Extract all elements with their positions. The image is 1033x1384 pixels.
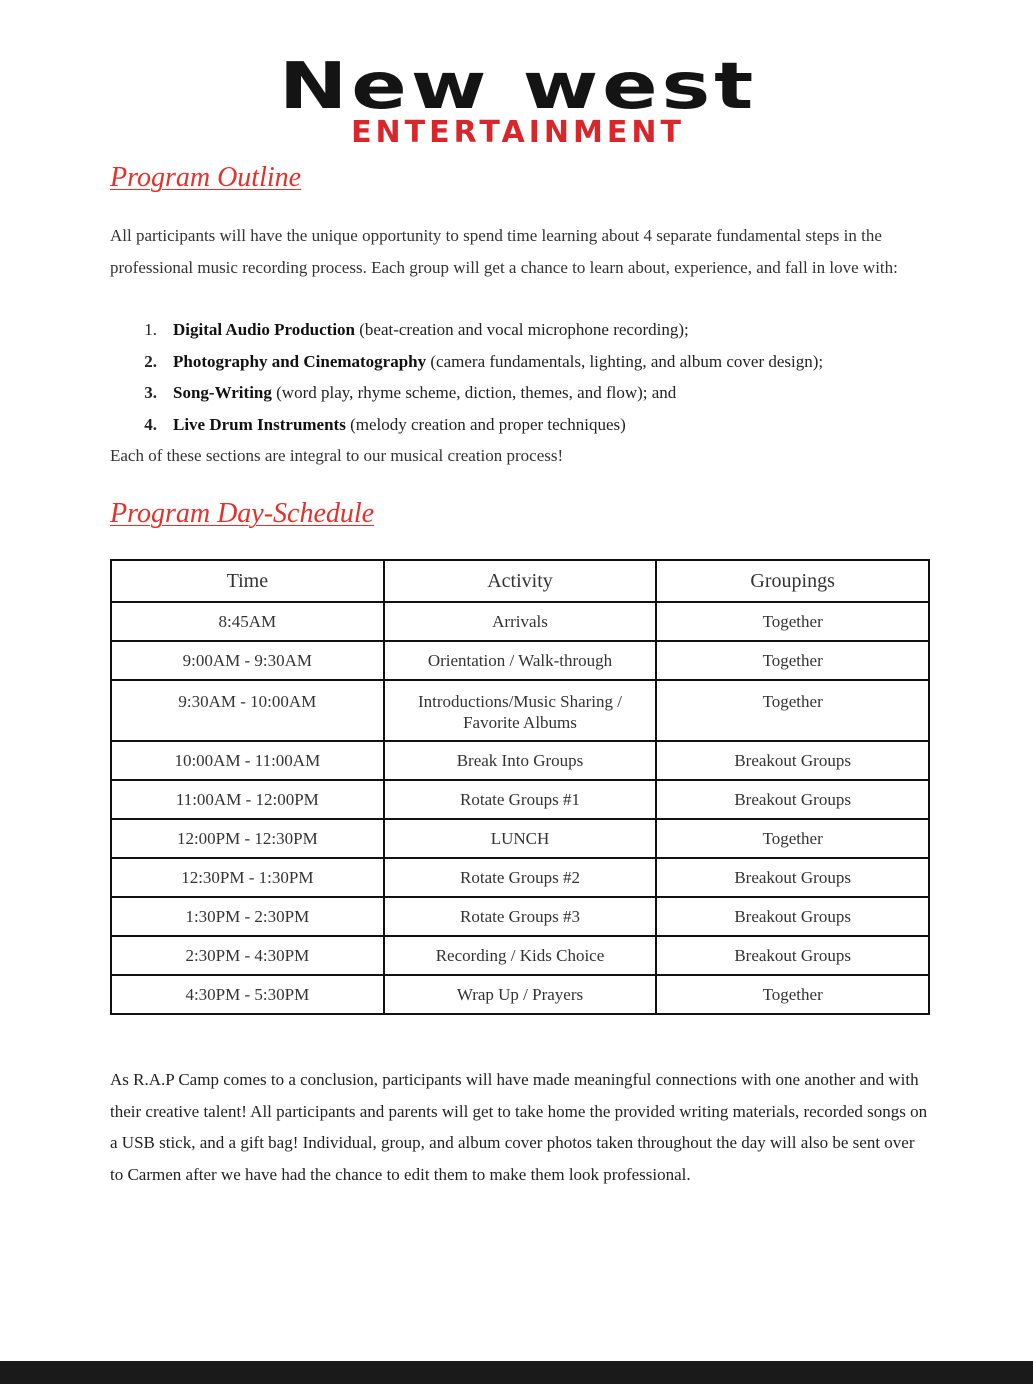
activity-cell: LUNCH <box>384 819 657 858</box>
table-row <box>111 602 929 641</box>
grouping-cell: Together <box>656 819 929 858</box>
list-number: 3. <box>144 383 157 402</box>
grouping-cell: Breakout Groups <box>656 858 929 897</box>
outline-list-item <box>110 314 823 346</box>
activity-cell: Orientation / Walk-through <box>384 641 657 680</box>
list-item-description: (camera fundamentals, lighting, and album cover design); <box>426 351 824 371</box>
time-cell: 10:00AM - 11:00AM <box>111 741 384 780</box>
column-header-activity: Activity <box>384 560 657 602</box>
column-header-time: Time <box>111 560 384 602</box>
time-cell: 9:30AM - 10:00AM <box>111 680 384 741</box>
program-outline-heading: Program Outline <box>110 162 302 193</box>
time-cell: 9:00AM - 9:30AM <box>111 641 384 680</box>
time-cell: 2:30PM - 4:30PM <box>111 936 384 975</box>
outline-closing-paragraph: Each of these sections are integral to our musical creation process! <box>110 446 564 465</box>
grouping-cell: Breakout Groups <box>656 741 929 780</box>
logo-subtitle: ENTERTAINMENT <box>351 115 685 150</box>
grouping-cell: Together <box>656 641 929 680</box>
activity-cell: Rotate Groups #3 <box>384 897 657 936</box>
footer-bar <box>0 1361 1033 1384</box>
activity-cell: Rotate Groups #2 <box>384 858 657 897</box>
time-cell: 11:00AM - 12:00PM <box>111 780 384 819</box>
list-item-title: Live Drum Instruments <box>173 414 346 434</box>
list-item-title: Photography and Cinematography <box>173 351 427 371</box>
program-day-schedule-heading: Program Day-Schedule <box>110 498 375 529</box>
table-row <box>111 741 929 780</box>
list-item-description: (beat-creation and vocal microphone recording); <box>355 320 689 339</box>
list-item-title: Digital Audio Production <box>173 320 355 339</box>
table-row <box>111 897 929 936</box>
activity-cell: Recording / Kids Choice <box>384 936 657 975</box>
activity-cell: Break Into Groups <box>384 741 657 780</box>
list-number: 1. <box>144 320 157 339</box>
conclusion-paragraph: As R.A.P Camp comes to a conclusion, participants will have made meaningful connections with one another and with their creative talent! All participants and parents will get to take home the provided writing materials, recorded songs on a USB stick, and a gift bag! Individual, group, and album cover photos taken throughout the day will also be sent over to Carmen after we have had the chance to edit them to make them look professional. <box>110 1070 928 1184</box>
activity-cell: Introductions/Music Sharing / Favorite Albums <box>384 680 657 741</box>
list-item-description: (melody creation and proper techniques) <box>345 414 626 434</box>
outline-intro-paragraph: All participants will have the unique opportunity to spend time learning about 4 separate fundamental steps in the professional music recording process. Each group will get a chance to learn about, experience, and fall in love with: <box>110 226 898 277</box>
grouping-cell: Together <box>656 680 929 741</box>
table-header-row <box>111 560 929 602</box>
grouping-cell: Breakout Groups <box>656 897 929 936</box>
time-cell: 12:00PM - 12:30PM <box>111 819 384 858</box>
outline-list-item <box>110 377 823 409</box>
table-row <box>111 641 929 680</box>
grouping-cell: Breakout Groups <box>656 780 929 819</box>
activity-cell: Rotate Groups #1 <box>384 780 657 819</box>
company-logo <box>243 50 793 150</box>
outline-list <box>110 314 823 440</box>
activity-cell: Wrap Up / Prayers <box>384 975 657 1014</box>
table-row <box>111 780 929 819</box>
table-row <box>111 819 929 858</box>
outline-list-item <box>110 409 823 441</box>
grouping-cell: Together <box>656 975 929 1014</box>
grouping-cell: Together <box>656 602 929 641</box>
outline-list-item <box>110 346 823 378</box>
time-cell: 8:45AM <box>111 602 384 641</box>
table-row <box>111 858 929 897</box>
grouping-cell: Breakout Groups <box>656 936 929 975</box>
list-number: 4. <box>144 414 157 434</box>
activity-cell: Arrivals <box>384 602 657 641</box>
logo-brand-name: New west <box>278 50 758 124</box>
schedule-table <box>110 559 930 1015</box>
column-header-groupings: Groupings <box>656 560 929 602</box>
time-cell: 12:30PM - 1:30PM <box>111 858 384 897</box>
time-cell: 1:30PM - 2:30PM <box>111 897 384 936</box>
list-item-title: Song-Writing <box>173 383 272 402</box>
time-cell: 4:30PM - 5:30PM <box>111 975 384 1014</box>
list-number: 2. <box>144 351 157 371</box>
table-row <box>111 936 929 975</box>
table-row <box>111 975 929 1014</box>
list-item-description: (word play, rhyme scheme, diction, themes, and flow); and <box>271 383 677 402</box>
table-row <box>111 680 929 741</box>
